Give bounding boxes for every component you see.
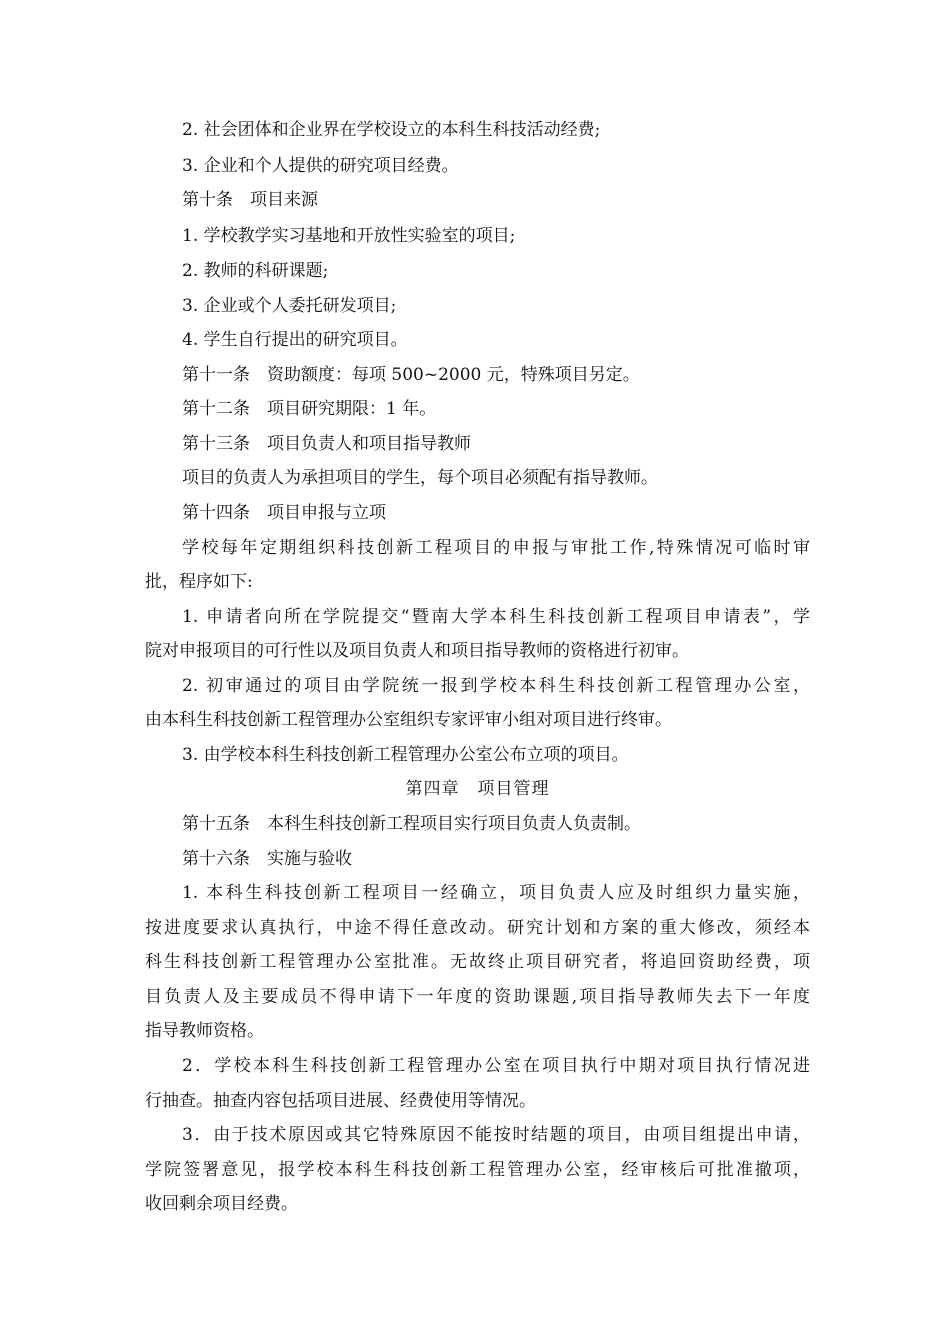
paragraph-line: 2. 社会团体和企业界在学校设立的本科生科技活动经费; bbox=[182, 120, 601, 140]
paragraph-line: 3. 企业和个人提供的研究项目经费。 bbox=[182, 156, 459, 176]
article-heading: 第十条 项目来源 bbox=[182, 190, 318, 210]
paragraph-line: 批，程序如下: bbox=[145, 572, 253, 592]
list-item: 1. 本科生科技创新工程项目一经确立，项目负责人应及时组织力量实施， bbox=[182, 883, 810, 903]
list-item: 2. 教师的科研课题; bbox=[182, 261, 329, 281]
paragraph-line: 按进度要求认真执行，中途不得任意改动。研究计划和方案的重大修改，须经本 bbox=[145, 918, 810, 938]
list-item: 4. 学生自行提出的研究项目。 bbox=[182, 330, 408, 350]
article-heading: 第十六条 实施与验收 bbox=[182, 849, 352, 869]
paragraph-line: 科生科技创新工程管理办公室批准。无故终止项目研究者，将追回资助经费，项 bbox=[145, 952, 810, 972]
paragraph-line: 行抽查。抽查内容包括项目进展、经费使用等情况。 bbox=[145, 1091, 536, 1111]
article-heading: 第十三条 项目负责人和项目指导教师 bbox=[182, 434, 471, 454]
list-item: 1. 学校教学实习基地和开放性实验室的项目; bbox=[182, 226, 516, 246]
paragraph-line: 由本科生科技创新工程管理办公室组织专家评审小组对项目进行终审。 bbox=[145, 710, 672, 730]
article-heading: 第十一条 资助额度：每项 500~2000 元，特殊项目另定。 bbox=[182, 365, 640, 385]
paragraph-line: 项目的负责人为承担项目的学生，每个项目必须配有指导教师。 bbox=[182, 468, 658, 488]
list-item: 2．学校本科生科技创新工程管理办公室在项目执行中期对项目执行情况进 bbox=[182, 1056, 810, 1076]
list-item: 3．由于技术原因或其它特殊原因不能按时结题的项目，由项目组提出申请， bbox=[182, 1125, 810, 1145]
article-heading: 第十五条 本科生科技创新工程项目实行项目负责人负责制。 bbox=[182, 814, 641, 834]
article-heading: 第十四条 项目申报与立项 bbox=[182, 503, 386, 523]
list-item: 3. 企业或个人委托研发项目; bbox=[182, 296, 397, 316]
paragraph-line: 收回剩余项目经费。 bbox=[145, 1194, 298, 1214]
list-item: 2. 初审通过的项目由学院统一报到学校本科生科技创新工程管理办公室， bbox=[182, 676, 810, 696]
paragraph-line: 目负责人及主要成员不得申请下一年度的资助课题,项目指导教师失去下一年度 bbox=[145, 987, 810, 1007]
article-heading: 第十二条 项目研究期限：1 年。 bbox=[182, 399, 437, 419]
chapter-heading: 第四章 项目管理 bbox=[405, 779, 550, 799]
list-item: 1. 申请者向所在学院提交“暨南大学本科生科技创新工程项目申请表”，学 bbox=[182, 607, 810, 627]
paragraph-line: 学院签署意见，报学校本科生科技创新工程管理办公室，经审核后可批准撤项， bbox=[145, 1160, 810, 1180]
paragraph-line: 指导教师资格。 bbox=[145, 1021, 264, 1041]
paragraph-line: 院对申报项目的可行性以及项目负责人和项目指导教师的资格进行初审。 bbox=[145, 641, 689, 661]
paragraph-line: 学校每年定期组织科技创新工程项目的申报与审批工作,特殊情况可临时审 bbox=[182, 538, 810, 558]
list-item: 3. 由学校本科生科技创新工程管理办公室公布立项的项目。 bbox=[182, 745, 629, 765]
